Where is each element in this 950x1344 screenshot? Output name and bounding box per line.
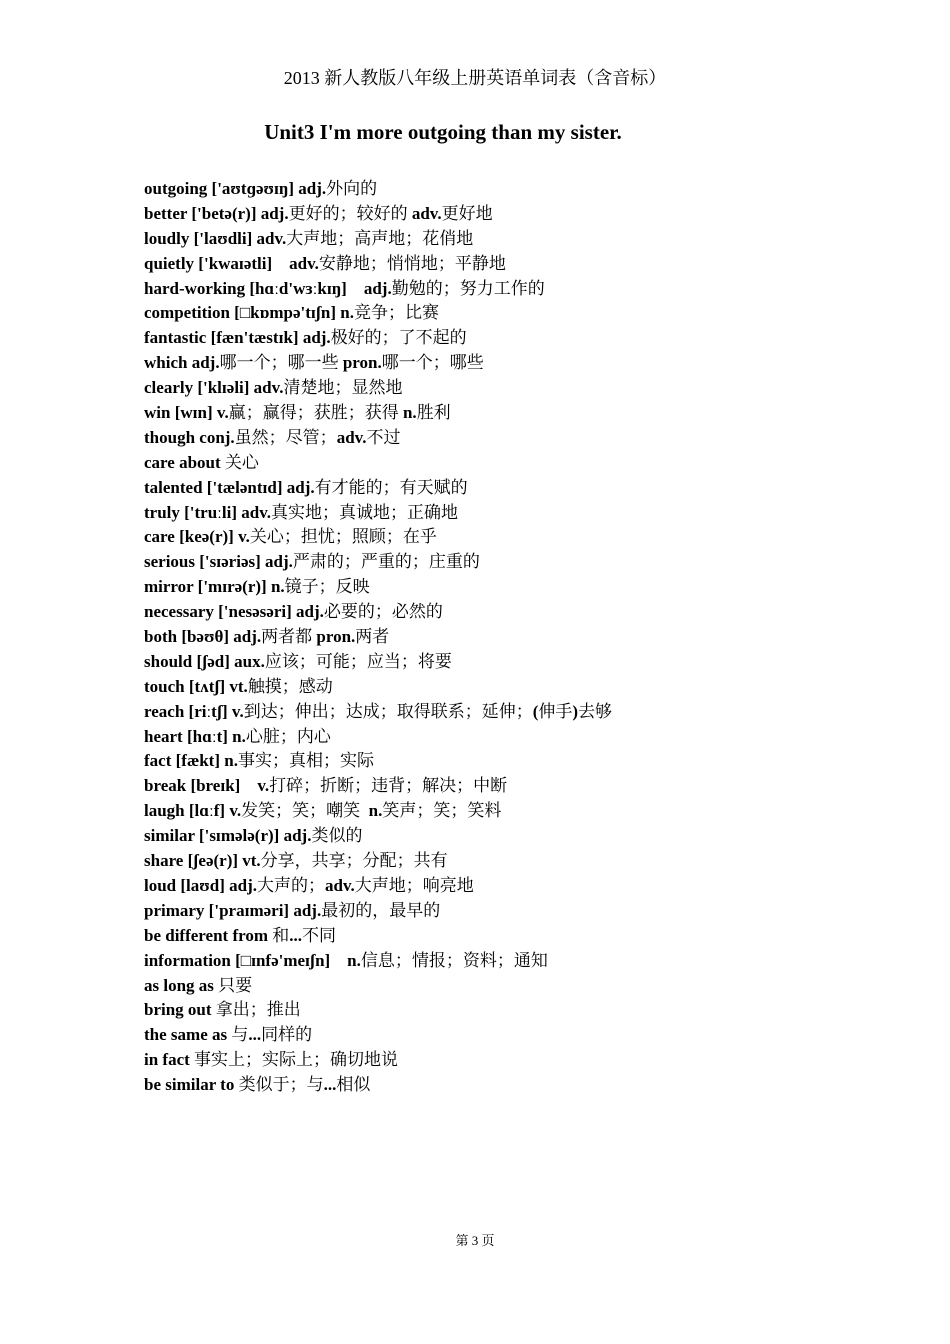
vocab-definition: 哪一个；哪些: [381, 353, 484, 373]
vocab-entry: [144, 600, 864, 625]
vocab-definition: 大声地；响亮地: [354, 875, 474, 895]
vocab-term: similar ['sɪmələ(r)] adj.: [144, 826, 312, 846]
vocab-term: talented ['tæləntɪd] adj.: [144, 477, 315, 497]
vocab-definition: 最初的，最早的: [321, 900, 441, 920]
vocab-term: be similar to: [144, 1075, 239, 1095]
vocab-term: outgoing ['aʊtɡəʊɪŋ] adj.: [144, 179, 327, 198]
vocab-definition: 与: [231, 1025, 249, 1045]
vocab-entry: [144, 277, 864, 302]
vocab-term: (: [532, 701, 539, 721]
vocab-entry: [144, 625, 864, 650]
vocab-term: care [keə(r)] v.: [144, 527, 250, 547]
vocab-entry: [144, 575, 864, 600]
vocab-entry: [144, 202, 864, 227]
vocab-definition: 触摸；感动: [247, 676, 333, 696]
vocab-entry: [144, 301, 864, 326]
vocab-entry: [144, 824, 864, 849]
vocab-definition: 到达；伸出；达成；取得联系；延伸；: [243, 701, 533, 721]
vocab-entry: [144, 401, 864, 426]
vocab-entry: [144, 1048, 864, 1073]
vocab-entry: [144, 749, 864, 774]
vocab-term: bring out: [144, 1000, 216, 1020]
vocab-entry: [144, 1073, 864, 1098]
vocab-term: ): [572, 701, 579, 721]
vocab-term: ...: [323, 1075, 337, 1095]
vocab-definition: 虽然；尽管；: [234, 427, 337, 447]
vocab-term: heart [hɑːt] n.: [144, 726, 246, 746]
vocabulary-list: [144, 177, 864, 1098]
vocab-definition: 心脏；内心: [245, 726, 331, 746]
vocab-term: both [bəʊθ] adj.: [144, 627, 262, 647]
vocab-definition: 发笑；笑；嘲笑: [241, 801, 369, 821]
vocab-definition: 分享，共享；分配；共有: [260, 851, 448, 871]
vocab-term: clearly ['klɪəli] adv.: [144, 378, 284, 398]
vocab-term: adv.: [411, 203, 442, 223]
vocab-term: in fact: [144, 1050, 195, 1070]
vocab-term: pron.: [316, 627, 356, 647]
vocab-definition: 安静地；悄悄地；平静地: [318, 253, 506, 273]
vocab-definition: 大声地；高声地；花俏地: [286, 228, 474, 248]
vocab-entry: [144, 227, 864, 252]
document-header: 2013 新人教版八年级上册英语单词表（含音标）: [283, 68, 667, 88]
vocab-entry: [144, 426, 864, 451]
vocab-definition: 极好的；了不起的: [330, 328, 467, 348]
vocab-term: mirror ['mɪrə(r)] n.: [144, 577, 285, 597]
vocab-definition: 同样的: [261, 1025, 313, 1045]
vocab-definition: 应该；可能；应当；将要: [264, 651, 452, 671]
vocab-entry: [144, 774, 864, 799]
vocab-term: be different from: [144, 925, 273, 945]
vocab-definition: 哪一个；哪一些: [219, 353, 343, 373]
vocab-entry: [144, 650, 864, 675]
vocab-definition: 有才能的；有天赋的: [314, 477, 468, 497]
vocab-definition: 相似: [336, 1075, 371, 1095]
vocab-definition: 拿出；推出: [215, 1000, 301, 1020]
vocab-definition: 和: [272, 925, 290, 945]
vocab-entry: [144, 849, 864, 874]
vocab-term: which adj.: [144, 353, 220, 373]
vocab-definition: 两者: [355, 627, 390, 647]
vocab-term: competition [□kɒmpə'tɪʃn] n.: [144, 303, 354, 323]
vocab-entry: [144, 252, 864, 277]
vocab-term: the same as: [144, 1025, 232, 1045]
vocab-term: laugh [lɑːf] v.: [144, 801, 242, 821]
vocab-definition: 竞争；比赛: [353, 303, 439, 323]
vocab-entry: [144, 1023, 864, 1048]
vocab-definition: 镜子；反映: [284, 577, 370, 597]
vocab-term: touch [tʌtʃ] vt.: [144, 676, 248, 696]
vocab-definition: 胜利: [416, 403, 451, 423]
vocab-entry: [144, 177, 864, 202]
vocab-definition: 外向的: [326, 179, 378, 198]
vocab-term: win [wɪn] v.: [144, 403, 229, 423]
vocab-term: loudly ['laʊdli] adv.: [144, 228, 287, 248]
vocab-definition: 更好地: [441, 203, 493, 223]
vocab-entry: [144, 501, 864, 526]
vocab-entry: [144, 998, 864, 1023]
vocab-term: primary ['praɪməri] adj.: [144, 900, 322, 920]
vocab-term: n.: [368, 801, 383, 821]
vocab-term: though conj.: [144, 427, 235, 447]
vocab-definition: 事实；真相；实际: [237, 751, 374, 771]
vocab-definition: 严肃的；严重的；庄重的: [292, 552, 480, 572]
vocab-definition: 必要的；必然的: [323, 602, 443, 622]
vocab-entry: [144, 525, 864, 550]
vocab-definition: 关心；担忧；照顾；在乎: [249, 527, 437, 547]
vocab-definition: 伸手: [538, 701, 573, 721]
vocab-entry: [144, 700, 864, 725]
vocab-entry: [144, 476, 864, 501]
vocab-definition: 两者都: [261, 627, 317, 647]
vocab-definition: 事实上；实际上；确切地说: [194, 1050, 399, 1070]
vocab-term: care about: [144, 452, 225, 472]
vocab-entry: [144, 550, 864, 575]
vocab-entry: [144, 376, 864, 401]
vocab-definition: 更好的；较好的: [288, 203, 412, 223]
vocab-term: share [ʃeə(r)] vt.: [144, 851, 261, 871]
vocab-term: serious ['sɪəriəs] adj.: [144, 552, 293, 572]
vocab-entry: [144, 874, 864, 899]
vocab-term: ...: [289, 925, 303, 945]
vocab-definition: 打碎；折断；违背；解决；中断: [269, 776, 508, 796]
vocab-definition: 大声的；: [257, 875, 325, 895]
vocab-entry: [144, 451, 864, 476]
vocab-term: necessary ['nesəsəri] adj.: [144, 602, 324, 622]
vocab-definition: 关心: [224, 452, 259, 472]
vocab-entry: [144, 924, 864, 949]
vocab-entry: [144, 326, 864, 351]
vocab-term: adv.: [325, 875, 355, 895]
vocab-definition: 去够: [578, 701, 613, 721]
vocab-term: ...: [248, 1025, 262, 1045]
vocab-term: n.: [402, 403, 417, 423]
unit-title: Unit3 I'm more outgoing than my sister.: [264, 120, 622, 144]
vocab-term: pron.: [342, 353, 382, 373]
vocab-term: should [ʃəd] aux.: [144, 651, 265, 671]
vocab-definition: 信息；情报；资料；通知: [360, 950, 548, 970]
vocab-term: as long as: [144, 975, 219, 995]
vocab-definition: 不同: [302, 925, 337, 945]
vocab-definition: 只要: [218, 975, 253, 995]
vocab-term: break [breɪk] v.: [144, 776, 270, 796]
vocab-entry: [144, 799, 864, 824]
vocab-term: fact [fækt] n.: [144, 751, 238, 771]
vocab-term: fantastic [fæn'tæstɪk] adj.: [144, 328, 331, 348]
vocab-definition: 类似于；与: [238, 1075, 324, 1095]
vocab-term: adv.: [336, 427, 367, 447]
vocab-definition: 笑声；笑；笑料: [382, 801, 502, 821]
vocab-term: truly ['truːli] adv.: [144, 502, 272, 522]
vocab-definition: 不过: [366, 427, 401, 447]
vocab-entry: [144, 949, 864, 974]
vocab-entry: [144, 899, 864, 924]
vocab-entry: [144, 974, 864, 999]
vocab-term: hard-working [hɑːd'wɜːkɪŋ] adj.: [144, 278, 392, 298]
vocab-term: better ['betə(r)] adj.: [144, 203, 289, 223]
vocab-definition: 类似的: [311, 826, 363, 846]
vocab-term: loud [laʊd] adj.: [144, 875, 257, 895]
vocab-definition: 清楚地；显然地: [283, 378, 403, 398]
vocab-term: information [□ɪnfə'meɪʃn] n.: [144, 950, 361, 970]
page-number: 第 3 页: [455, 1233, 495, 1248]
vocab-term: quietly ['kwaɪətli] adv.: [144, 253, 319, 273]
vocab-definition: 勤勉的；努力工作的: [391, 278, 545, 298]
vocab-definition: 赢；赢得；获胜；获得: [228, 403, 403, 423]
vocab-entry: [144, 725, 864, 750]
vocab-term: reach [riːtʃ] v.: [144, 701, 244, 721]
vocab-definition: 真实地；真诚地；正确地: [271, 502, 459, 522]
vocab-entry: [144, 351, 864, 376]
vocab-entry: [144, 675, 864, 700]
